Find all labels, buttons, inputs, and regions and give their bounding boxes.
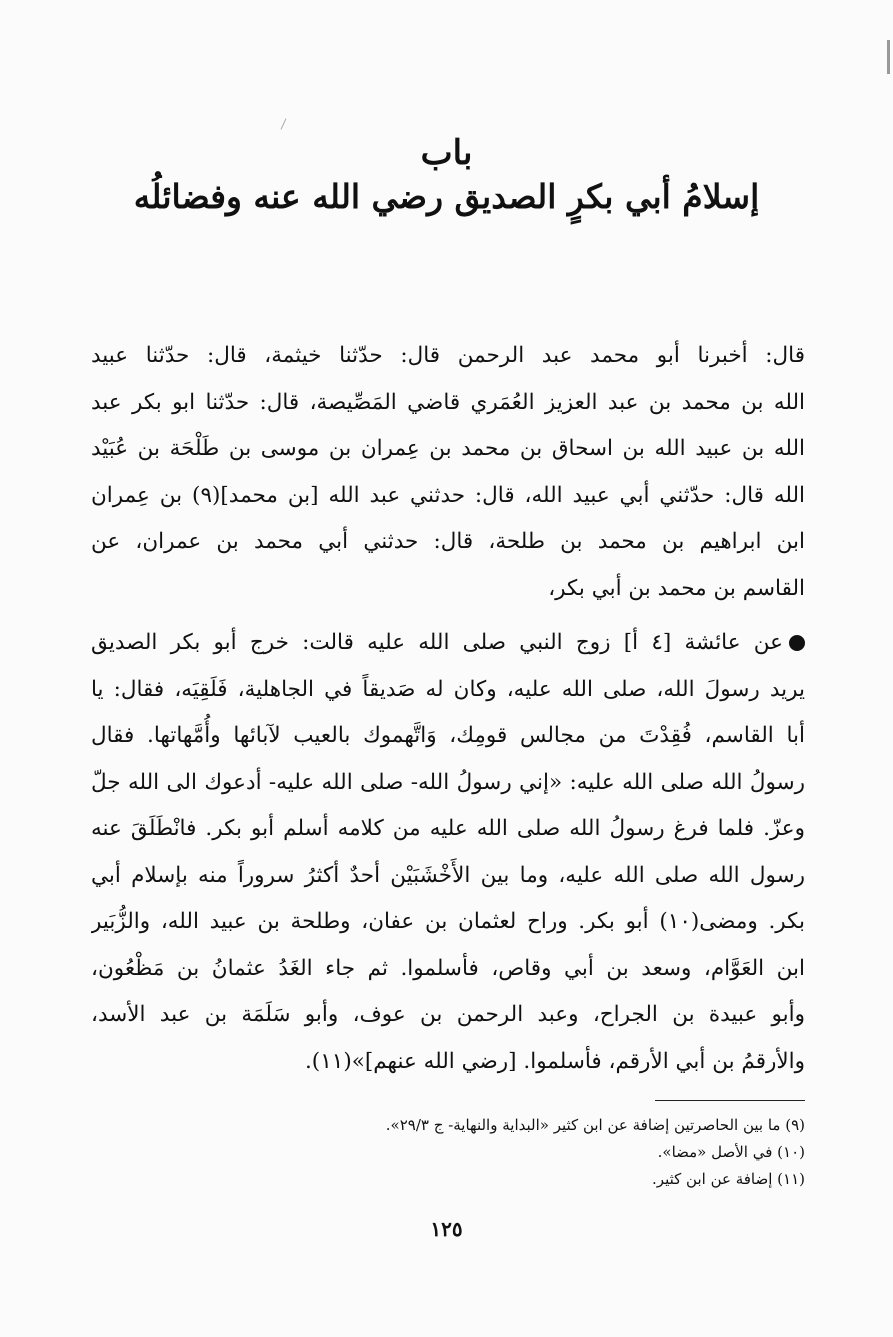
isnad-paragraph [91, 333, 805, 612]
chapter-word: باب [420, 133, 473, 173]
page-number: ١٢٥ [430, 1217, 463, 1241]
matn-paragraph [91, 620, 805, 1085]
footnotes [91, 1112, 805, 1193]
isnad-line: ابن ابراهيم بن محمد بن طلحة، قال: حدثني أبي محمد بن عمران، عن [91, 529, 805, 554]
isnad-line: الله بن محمد بن عبد العزيز العُمَري قاضي المَصِّيصة، قال: حدّثنا ابو بكر عبد [91, 389, 805, 415]
matn-line: عن عائشة [٤ أ] زوج النبي صلى الله عليه قالت: خرج أبو بكر الصديق [91, 630, 783, 655]
footnote: (١١) إضافة عن ابن كثير. [652, 1170, 805, 1188]
matn-line: ابن العَوَّام، وسعد بن أبي وقاص، فأسلموا. ثم جاء الغَدُ عثمانُ بن مَظْعُون، [91, 955, 805, 981]
footnote: (٩) ما بين الحاصرتين إضافة عن ابن كثير «البداية والنهاية- ج ٢٩/٣». [385, 1116, 805, 1134]
isnad-line: الله بن عبيد الله بن اسحاق بن محمد بن عِمران بن موسى بن طَلْحَة بن عُبَيْد [91, 436, 805, 461]
footnote-divider [655, 1100, 805, 1101]
matn-line: وعزّ. فلما فرغ رسولُ الله صلى الله عليه من كلامه أسلم أبو بكر. فانْطَلَقَ عنه [91, 816, 805, 841]
matn-line: رسولُ الله صلى الله عليه: «إني رسولُ الله- صلى الله عليه- أدعوك الى الله جلّ [91, 769, 805, 795]
matn-line: والأرقمُ بن أبي الأرقم، فأسلموا. [رضي الله عنهم]»(١١). [304, 1048, 805, 1074]
matn-line: وأبو عبيدة بن الجراح، وعبد الرحمن بن عوف، وأبو سَلَمَة بن عبد الأسد، [91, 1002, 805, 1027]
chapter-title: إسلامُ أبي بكرٍ الصديق رضي الله عنه وفضائلُه [133, 177, 760, 216]
matn-line: رسول الله صلى الله عليه، وما بين الأَخْشَبَيْن أحدٌ أكثرُ سروراً منه بإسلام أبي [91, 862, 805, 888]
page-edge-mark [887, 40, 890, 74]
matn-line: بكر. ومضى(١٠) أبو بكر. وراح لعثمان بن عفان، وطلحة بن عبيد الله، والزُّبَير [91, 909, 805, 934]
bullet-icon [789, 635, 805, 651]
matn-line: أبا القاسم، فُقِدْتَ من مجالس قومِك، وَاتَّهموك بالعيب لآبائها وأُمَّهاتها. فقال [91, 723, 805, 748]
isnad-line: قال: أخبرنا أبو محمد عبد الرحمن قال: حدّثنا خيثمة، قال: حدّثنا عبيد [91, 343, 805, 368]
isnad-line: القاسم بن محمد بن أبي بكر، [548, 575, 805, 601]
matn-line-first [91, 620, 805, 667]
isnad-line: الله قال: حدّثني أبي عبيد الله، قال: حدثني عبد الله [بن محمد](٩) بن عِمران [91, 482, 805, 508]
footnote: (١٠) في الأصل «مضا». [657, 1143, 805, 1161]
matn-line: يريد رسولَ الله، صلى الله عليه، وكان له صَديقاً في الجاهلية، فَلَقِيَه، فقال: يا [91, 676, 805, 702]
